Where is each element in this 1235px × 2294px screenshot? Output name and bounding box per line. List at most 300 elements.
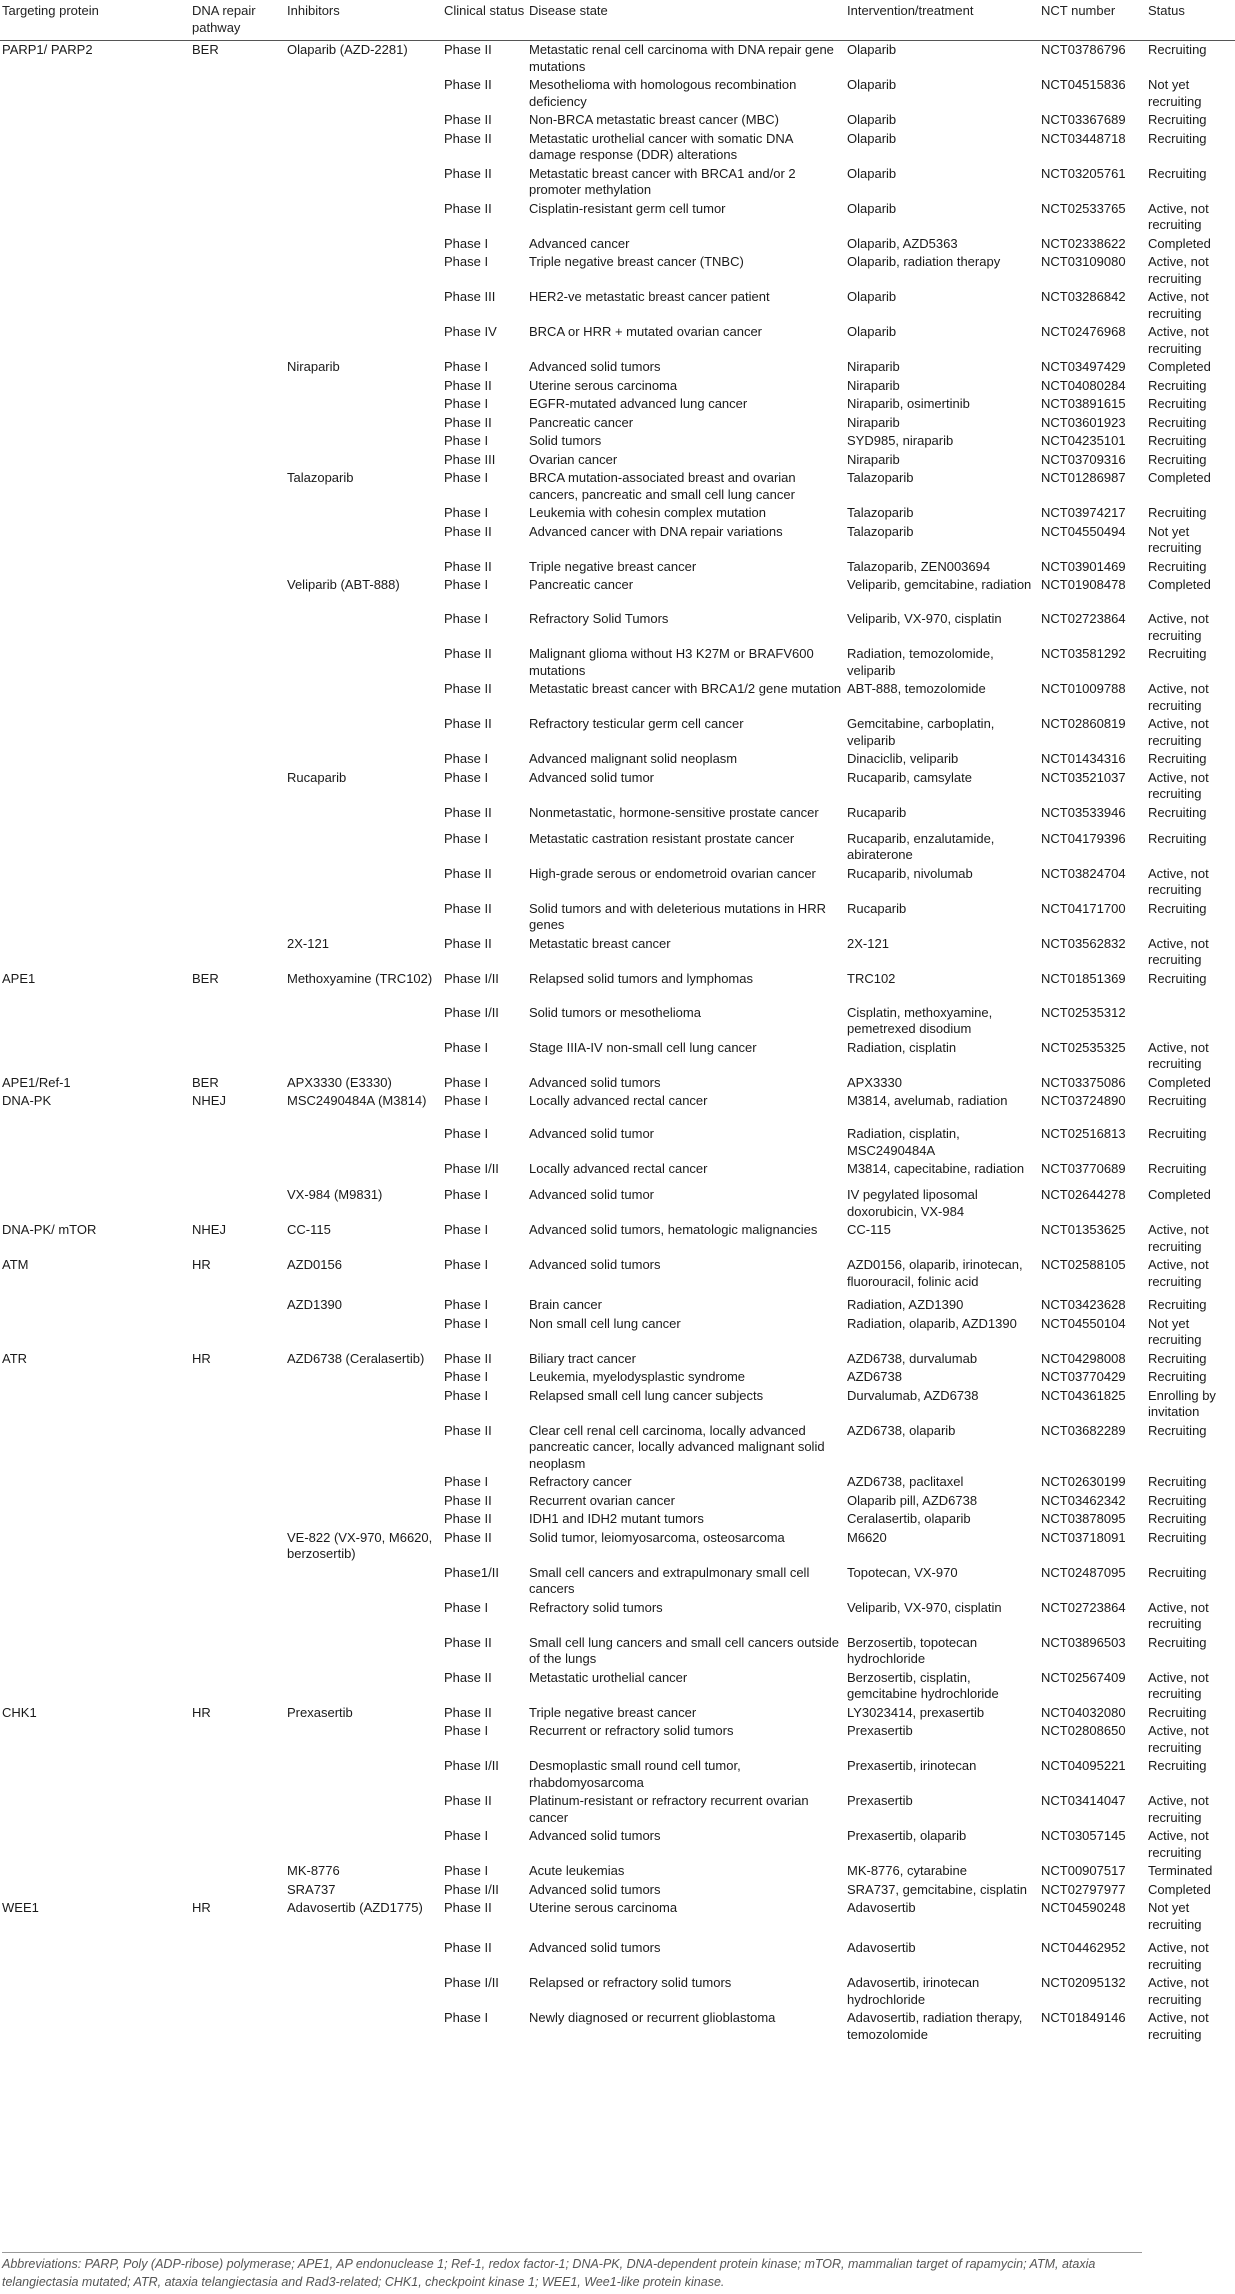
cell-clinical-status: Phase I <box>444 396 489 411</box>
cell-clinical-status: Phase II <box>444 1422 492 1438</box>
cell-intervention: Adavosertib, irinotecan hydrochloride <box>847 1975 980 2007</box>
cell-status: Recruiting <box>1148 1511 1207 1526</box>
cell-status: Recruiting <box>1148 1529 1207 1545</box>
cell-disease-state: Solid tumor, leiomyosarcoma, osteosarcoma <box>529 1529 785 1545</box>
cell-dna-repair-pathway <box>190 1881 285 1900</box>
table-row <box>0 111 1235 130</box>
cell-targeting-protein <box>0 1004 190 1039</box>
cell-intervention: Topotecan, VX-970 <box>847 1564 958 1580</box>
cell-clinical-status: Phase I <box>444 359 489 374</box>
cell-inhibitor <box>285 1368 442 1387</box>
table-row <box>0 804 1235 830</box>
cell-inhibitor: CC-115 <box>287 1222 331 1237</box>
table-row <box>0 469 1235 504</box>
cell-targeting-protein <box>0 1422 190 1474</box>
cell-intervention: Olaparib pill, AZD6738 <box>847 1492 978 1508</box>
cell-intervention: Adavosertib <box>847 1900 916 1915</box>
cell-disease-state: Advanced solid tumors <box>529 1257 661 1272</box>
cell-inhibitor: APX3330 (E3330) <box>287 1074 392 1090</box>
cell-status: Recruiting <box>1148 1350 1207 1366</box>
table-row <box>0 1722 1235 1757</box>
cell-inhibitor <box>285 432 442 451</box>
cell-targeting-protein <box>0 1827 190 1862</box>
cell-status: Recruiting <box>1148 1492 1207 1508</box>
cell-inhibitor: AZD0156 <box>287 1257 342 1272</box>
cell-intervention: Talazoparib, ZEN003694 <box>847 558 991 574</box>
cell-clinical-status: Phase II <box>444 42 492 57</box>
cell-nct-number: NCT03414047 <box>1041 1793 1126 1808</box>
table-row <box>0 1368 1235 1387</box>
cell-intervention: Radiation, temozolomide, veliparib <box>847 646 994 678</box>
cell-disease-state: Advanced solid tumors <box>529 1828 661 1843</box>
cell-dna-repair-pathway <box>190 451 285 470</box>
cell-disease-state: Advanced malignant solid neoplasm <box>529 751 738 766</box>
cell-inhibitor <box>285 830 442 865</box>
cell-status: Recruiting <box>1148 558 1207 574</box>
cell-clinical-status: Phase I <box>444 1093 489 1108</box>
table-row <box>0 558 1235 577</box>
cell-nct-number: NCT02644278 <box>1041 1187 1126 1202</box>
cell-targeting-protein <box>0 769 190 804</box>
cell-clinical-status: Phase I <box>444 769 489 785</box>
cell-disease-state: Advanced solid tumors <box>529 359 661 374</box>
cell-nct-number: NCT02533765 <box>1041 200 1126 216</box>
cell-disease-state: Recurrent ovarian cancer <box>529 1492 675 1508</box>
cell-disease-state: Advanced solid tumor <box>529 1187 655 1202</box>
cell-status: Recruiting <box>1148 165 1207 181</box>
cell-targeting-protein <box>0 1039 190 1074</box>
cell-disease-state: EGFR-mutated advanced lung cancer <box>529 396 748 411</box>
cell-nct-number: NCT04590248 <box>1041 1900 1126 1915</box>
cell-dna-repair-pathway <box>190 769 285 804</box>
cell-intervention: AZD6738, olaparib <box>847 1422 956 1438</box>
cell-nct-number: NCT02630199 <box>1041 1474 1126 1489</box>
cell-disease-state: Brain cancer <box>529 1297 602 1312</box>
cell-nct-number: NCT01434316 <box>1041 751 1126 766</box>
cell-dna-repair-pathway <box>190 1160 285 1186</box>
cell-status: Active, not recruiting <box>1148 1723 1209 1755</box>
cell-intervention: Niraparib <box>847 451 900 467</box>
cell-status: Recruiting <box>1148 1297 1207 1312</box>
cell-status: Completed <box>1148 1881 1211 1897</box>
cell-nct-number: NCT04550494 <box>1041 523 1126 539</box>
header-intervention: Intervention/treatment <box>845 0 1039 41</box>
table-row <box>0 288 1235 323</box>
cell-inhibitor <box>285 504 442 523</box>
cell-clinical-status: Phase II <box>444 414 492 430</box>
cell-nct-number: NCT03367689 <box>1041 112 1126 127</box>
table-row <box>0 200 1235 235</box>
table-row <box>0 323 1235 358</box>
cell-nct-number: NCT03891615 <box>1041 396 1126 411</box>
cell-nct-number: NCT03770429 <box>1041 1369 1126 1384</box>
cell-dna-repair-pathway <box>190 804 285 830</box>
cell-targeting-protein <box>0 130 190 165</box>
cell-disease-state: Biliary tract cancer <box>529 1350 636 1366</box>
cell-disease-state: BRCA or HRR + mutated ovarian cancer <box>529 324 763 339</box>
cell-targeting-protein <box>0 1186 190 1221</box>
cell-dna-repair-pathway <box>190 200 285 235</box>
cell-dna-repair-pathway <box>190 1599 285 1634</box>
table-row <box>0 1634 1235 1669</box>
cell-clinical-status: Phase II <box>444 112 492 127</box>
cell-status: Active, not recruiting <box>1148 935 1209 967</box>
cell-dna-repair-pathway: BER <box>192 42 219 57</box>
cell-status: Recruiting <box>1148 804 1207 820</box>
cell-inhibitor: SRA737 <box>287 1881 336 1897</box>
cell-clinical-status: Phase II <box>444 165 492 181</box>
cell-dna-repair-pathway <box>190 130 285 165</box>
cell-inhibitor <box>285 1039 442 1074</box>
cell-clinical-status: Phase II <box>444 865 492 881</box>
cell-inhibitor <box>285 451 442 470</box>
cell-status: Active, not recruiting <box>1148 1940 1209 1972</box>
cell-clinical-status: Phase I <box>444 1257 489 1272</box>
cell-inhibitor <box>285 111 442 130</box>
cell-status: Active, not recruiting <box>1148 1257 1209 1289</box>
cell-clinical-status: Phase III <box>444 451 496 467</box>
cell-intervention: SRA737, gemcitabine, cisplatin <box>847 1881 1027 1897</box>
cell-dna-repair-pathway: HR <box>192 1704 211 1720</box>
cell-dna-repair-pathway <box>190 1862 285 1881</box>
cell-dna-repair-pathway <box>190 504 285 523</box>
cell-nct-number: NCT03901469 <box>1041 558 1126 574</box>
cell-intervention: Rucaparib <box>847 900 907 916</box>
cell-targeting-protein: DNA-PK <box>2 1093 52 1108</box>
cell-targeting-protein: ATM <box>2 1257 29 1272</box>
cell-inhibitor: Adavosertib (AZD1775) <box>287 1900 423 1915</box>
cell-dna-repair-pathway <box>190 1368 285 1387</box>
cell-intervention: Rucaparib <box>847 804 907 820</box>
cell-targeting-protein <box>0 253 190 288</box>
header-disease-state: Disease state <box>527 0 845 41</box>
cell-intervention: Olaparib <box>847 165 897 181</box>
cell-clinical-status: Phase II <box>444 558 492 574</box>
cell-targeting-protein <box>0 610 190 645</box>
cell-targeting-protein: CHK1 <box>2 1704 37 1720</box>
cell-disease-state: Refractory solid tumors <box>529 1599 663 1615</box>
cell-disease-state: Desmoplastic small round cell tumor, rhabdomyosarcoma <box>529 1758 741 1790</box>
cell-status: Active, not recruiting <box>1148 716 1209 748</box>
cell-clinical-status: Phase1/II <box>444 1564 499 1580</box>
cell-status: Active, not recruiting <box>1148 200 1209 232</box>
cell-nct-number: NCT03581292 <box>1041 646 1126 661</box>
cell-clinical-status: Phase II <box>444 1350 492 1366</box>
table-footnote: Abbreviations: PARP, Poly (ADP-ribose) polymerase; APE1, AP endonuclease 1; Ref-1, redox factor-1; DNA-PK, DNA-dependent protein kinase; mTOR, mammalian target of rapamycin; ATM, ataxia telangiectasia mutated; ATR, ataxia telangiectasia and Rad3-related; CHK1, checkpoint kinase 1; WEE1, Wee1-like protein kinase. <box>2 2252 1142 2291</box>
cell-intervention: Adavosertib, radiation therapy, temozolomide <box>847 2010 1023 2042</box>
cell-disease-state: Solid tumors <box>529 433 602 448</box>
cell-dna-repair-pathway <box>190 1827 285 1862</box>
cell-status: Recruiting <box>1148 130 1207 146</box>
cell-intervention: Talazoparib <box>847 523 914 539</box>
cell-targeting-protein <box>0 504 190 523</box>
cell-intervention: Prexasertib, irinotecan <box>847 1758 977 1773</box>
cell-clinical-status: Phase I <box>444 1599 489 1615</box>
cell-nct-number: NCT00907517 <box>1041 1863 1126 1878</box>
table-row <box>0 1039 1235 1074</box>
cell-nct-number: NCT03286842 <box>1041 289 1126 304</box>
cell-inhibitor <box>285 900 442 935</box>
cell-disease-state: Advanced cancer with DNA repair variations <box>529 523 783 539</box>
cell-intervention: Radiation, cisplatin <box>847 1039 957 1055</box>
cell-status: Completed <box>1148 1074 1211 1090</box>
cell-nct-number: NCT03205761 <box>1041 165 1126 181</box>
cell-status: Recruiting <box>1148 1474 1207 1489</box>
cell-dna-repair-pathway <box>190 469 285 504</box>
cell-targeting-protein <box>0 2009 190 2044</box>
cell-disease-state: Advanced solid tumors <box>529 1881 661 1897</box>
cell-nct-number: NCT03462342 <box>1041 1492 1126 1508</box>
cell-nct-number: NCT03682289 <box>1041 1422 1126 1438</box>
table-row <box>0 1827 1235 1862</box>
cell-dna-repair-pathway <box>190 865 285 900</box>
cell-dna-repair-pathway: HR <box>192 1900 211 1915</box>
cell-inhibitor <box>285 1792 442 1827</box>
cell-nct-number: NCT01908478 <box>1041 577 1126 592</box>
cell-inhibitor <box>285 414 442 433</box>
cell-disease-state: Metastatic breast cancer with BRCA1 and/or 2 promoter methylation <box>529 165 796 197</box>
table-row <box>0 451 1235 470</box>
table-row <box>0 523 1235 558</box>
cell-nct-number: NCT02535312 <box>1041 1004 1126 1020</box>
cell-targeting-protein <box>0 1160 190 1186</box>
cell-dna-repair-pathway <box>190 1422 285 1474</box>
cell-inhibitor <box>285 1827 442 1862</box>
cell-disease-state: Mesothelioma with homologous recombination deficiency <box>529 77 797 109</box>
cell-inhibitor: 2X-121 <box>287 935 329 951</box>
cell-clinical-status: Phase I/II <box>444 1758 499 1773</box>
table-row <box>0 41 1235 77</box>
cell-targeting-protein <box>0 1881 190 1900</box>
cell-clinical-status: Phase II <box>444 1529 492 1545</box>
cell-inhibitor <box>285 2009 442 2044</box>
cell-disease-state: Triple negative breast cancer <box>529 1704 697 1720</box>
cell-dna-repair-pathway <box>190 1004 285 1039</box>
cell-disease-state: Malignant glioma without H3 K27M or BRAFV600 mutations <box>529 646 814 678</box>
cell-intervention: Berzosertib, cisplatin, gemcitabine hydrochloride <box>847 1669 999 1701</box>
cell-status: Recruiting <box>1148 1564 1207 1580</box>
cell-disease-state: Clear cell renal cell carcinoma, locally advanced pancreatic cancer, locally advanced malignant solid neoplasm <box>529 1422 825 1471</box>
cell-targeting-protein: APE1/Ref-1 <box>2 1074 71 1090</box>
cell-clinical-status: Phase II <box>444 1511 492 1526</box>
cell-clinical-status: Phase I <box>444 1828 489 1843</box>
cell-clinical-status: Phase I <box>444 1863 489 1878</box>
cell-disease-state: Stage IIIA-IV non-small cell lung cancer <box>529 1039 757 1055</box>
cell-inhibitor <box>285 1315 442 1350</box>
cell-nct-number: NCT03786796 <box>1041 42 1126 57</box>
cell-nct-number: NCT01009788 <box>1041 681 1126 696</box>
cell-status: Completed <box>1148 235 1211 251</box>
cell-status: Recruiting <box>1148 1161 1207 1176</box>
cell-targeting-protein <box>0 200 190 235</box>
cell-inhibitor <box>285 558 442 577</box>
cell-dna-repair-pathway <box>190 680 285 715</box>
cell-disease-state: Non-BRCA metastatic breast cancer (MBC) <box>529 112 779 127</box>
cell-targeting-protein: WEE1 <box>2 1900 39 1915</box>
table-row <box>0 970 1235 1004</box>
cell-targeting-protein <box>0 900 190 935</box>
cell-intervention: Olaparib <box>847 112 897 127</box>
table-row <box>0 1125 1235 1160</box>
table-row <box>0 1529 1235 1564</box>
cell-nct-number: NCT03375086 <box>1041 1074 1126 1090</box>
cell-nct-number: NCT04080284 <box>1041 377 1126 393</box>
cell-inhibitor <box>285 865 442 900</box>
cell-status: Active, not recruiting <box>1148 611 1209 643</box>
cell-dna-repair-pathway: NHEJ <box>192 1222 226 1237</box>
cell-nct-number: NCT03533946 <box>1041 804 1126 820</box>
cell-status: Recruiting <box>1148 42 1207 57</box>
table-row <box>0 1564 1235 1599</box>
cell-targeting-protein <box>0 1125 190 1160</box>
cell-clinical-status: Phase II <box>444 716 492 731</box>
table-row <box>0 395 1235 414</box>
cell-disease-state: Small cell cancers and extrapulmonary small cell cancers <box>529 1564 810 1596</box>
cell-targeting-protein <box>0 1368 190 1387</box>
cell-inhibitor <box>285 288 442 323</box>
cell-status: Active, not recruiting <box>1148 254 1209 286</box>
cell-inhibitor <box>285 1492 442 1511</box>
cell-clinical-status: Phase II <box>444 900 492 916</box>
cell-nct-number: NCT04550104 <box>1041 1315 1126 1331</box>
cell-dna-repair-pathway <box>190 576 285 610</box>
cell-clinical-status: Phase I <box>444 1474 489 1489</box>
cell-status: Not yet recruiting <box>1148 523 1202 555</box>
cell-status: Recruiting <box>1148 505 1207 520</box>
cell-intervention: 2X-121 <box>847 935 889 951</box>
cell-nct-number: NCT03974217 <box>1041 505 1126 520</box>
cell-clinical-status: Phase I/II <box>444 1881 499 1897</box>
cell-disease-state: Metastatic urothelial cancer with somatic DNA damage response (DDR) alterations <box>529 130 793 162</box>
cell-dna-repair-pathway: HR <box>192 1350 211 1366</box>
cell-targeting-protein <box>0 1387 190 1422</box>
cell-clinical-status: Phase II <box>444 804 492 820</box>
table-row <box>0 414 1235 433</box>
header-nct-number: NCT number <box>1039 0 1146 41</box>
cell-status: Not yet recruiting <box>1148 77 1202 109</box>
cell-inhibitor <box>285 1004 442 1039</box>
cell-disease-state: Relapsed solid tumors and lymphomas <box>529 970 753 986</box>
cell-intervention: Dinaciclib, veliparib <box>847 751 959 766</box>
table-row <box>0 253 1235 288</box>
cell-intervention: Rucaparib, enzalutamide, abiraterone <box>847 830 995 862</box>
cell-targeting-protein <box>0 1792 190 1827</box>
cell-intervention: Niraparib <box>847 377 900 393</box>
cell-inhibitor <box>285 200 442 235</box>
cell-targeting-protein <box>0 235 190 254</box>
cell-status: Recruiting <box>1148 900 1207 916</box>
cell-intervention: AZD0156, olaparib, irinotecan, fluorouracil, folinic acid <box>847 1257 1023 1289</box>
table-row <box>0 1315 1235 1350</box>
cell-dna-repair-pathway <box>190 1757 285 1792</box>
cell-clinical-status: Phase I <box>444 235 489 251</box>
cell-nct-number: NCT02567409 <box>1041 1669 1126 1685</box>
cell-nct-number: NCT03770689 <box>1041 1161 1126 1176</box>
cell-status: Recruiting <box>1148 1126 1207 1141</box>
cell-dna-repair-pathway <box>190 1529 285 1564</box>
cell-intervention: Olaparib <box>847 324 897 339</box>
cell-inhibitor <box>285 1939 442 1974</box>
cell-inhibitor <box>285 715 442 750</box>
table-row <box>0 1974 1235 2009</box>
cell-nct-number: NCT01851369 <box>1041 970 1126 986</box>
table-row <box>0 1296 1235 1315</box>
cell-targeting-protein <box>0 395 190 414</box>
cell-clinical-status: Phase II <box>444 77 492 92</box>
cell-inhibitor: MSC2490484A (M3814) <box>287 1093 427 1108</box>
cell-status: Active, not recruiting <box>1148 681 1209 713</box>
cell-nct-number: NCT04179396 <box>1041 830 1126 846</box>
table-row <box>0 645 1235 680</box>
cell-intervention: Berzosertib, topotecan hydrochloride <box>847 1634 978 1666</box>
cell-intervention: Niraparib, osimertinib <box>847 396 970 411</box>
cell-targeting-protein <box>0 935 190 970</box>
cell-inhibitor: Methoxyamine (TRC102) <box>287 970 433 986</box>
cell-disease-state: Metastatic urothelial cancer <box>529 1669 688 1685</box>
cell-intervention: Olaparib <box>847 77 897 92</box>
cell-targeting-protein <box>0 323 190 358</box>
cell-clinical-status: Phase I <box>444 1126 489 1141</box>
cell-intervention: M3814, capecitabine, radiation <box>847 1161 1025 1176</box>
cell-clinical-status: Phase II <box>444 1900 492 1915</box>
table-row <box>0 1350 1235 1369</box>
cell-clinical-status: Phase I <box>444 470 489 485</box>
cell-status: Active, not recruiting <box>1148 1599 1209 1631</box>
cell-clinical-status: Phase I/II <box>444 1004 499 1020</box>
cell-clinical-status: Phase I/II <box>444 1975 499 1990</box>
header-inhibitors: Inhibitors <box>285 0 442 41</box>
cell-inhibitor <box>285 253 442 288</box>
cell-status: Active, not recruiting <box>1148 2010 1209 2042</box>
cell-status: Recruiting <box>1148 396 1207 411</box>
table-row <box>0 750 1235 769</box>
cell-dna-repair-pathway <box>190 523 285 558</box>
cell-disease-state: Locally advanced rectal cancer <box>529 1161 708 1176</box>
table-row <box>0 1510 1235 1529</box>
cell-intervention: Radiation, AZD1390 <box>847 1297 964 1312</box>
cell-nct-number: NCT03109080 <box>1041 254 1126 269</box>
cell-nct-number: NCT03878095 <box>1041 1511 1126 1526</box>
cell-dna-repair-pathway <box>190 1186 285 1221</box>
cell-status: Active, not recruiting <box>1148 1975 1209 2007</box>
cell-clinical-status: Phase I <box>444 1369 489 1384</box>
cell-inhibitor <box>285 1757 442 1792</box>
cell-disease-state: Solid tumors or mesothelioma <box>529 1004 701 1020</box>
cell-dna-repair-pathway <box>190 2009 285 2044</box>
header-row <box>0 0 1235 41</box>
cell-dna-repair-pathway <box>190 1974 285 2009</box>
cell-nct-number: NCT04515836 <box>1041 77 1126 92</box>
cell-inhibitor <box>285 1669 442 1704</box>
cell-intervention: Radiation, cisplatin, MSC2490484A <box>847 1126 960 1158</box>
cell-clinical-status: Phase I <box>444 505 489 520</box>
cell-intervention: Olaparib <box>847 130 897 146</box>
cell-dna-repair-pathway <box>190 76 285 111</box>
table-row <box>0 235 1235 254</box>
cell-dna-repair-pathway <box>190 323 285 358</box>
cell-disease-state: Advanced solid tumors <box>529 1940 661 1955</box>
cell-disease-state: Metastatic breast cancer with BRCA1/2 gene mutation <box>529 681 842 696</box>
cell-dna-repair-pathway <box>190 235 285 254</box>
cell-clinical-status: Phase I <box>444 611 489 626</box>
table-row <box>0 1473 1235 1492</box>
cell-status: Active, not recruiting <box>1148 865 1209 897</box>
cell-status <box>1146 1004 1235 1039</box>
cell-inhibitor <box>285 1974 442 2009</box>
table-row <box>0 610 1235 645</box>
table-row <box>0 1939 1235 1974</box>
cell-inhibitor <box>285 1722 442 1757</box>
